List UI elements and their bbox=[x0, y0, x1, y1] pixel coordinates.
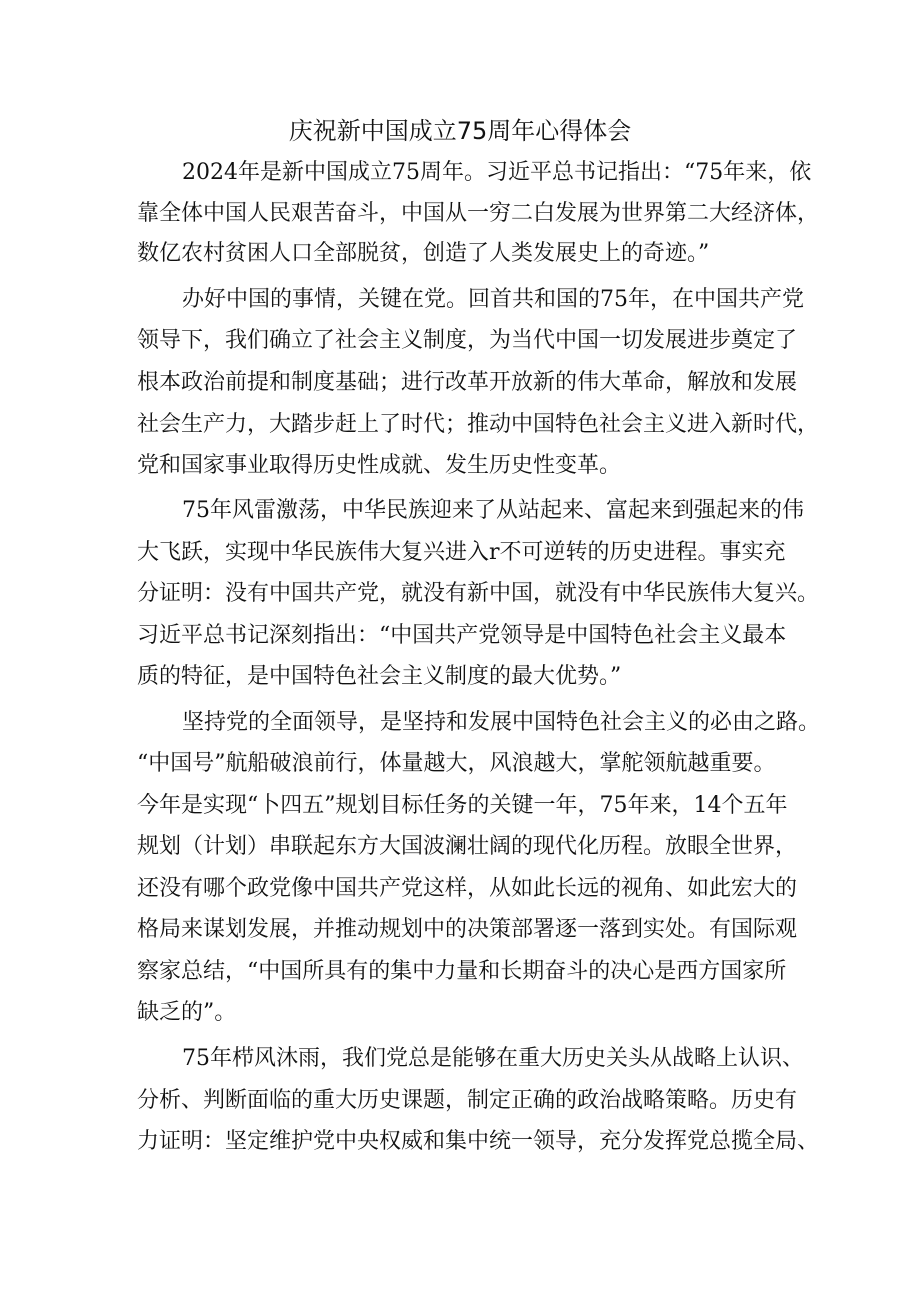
text-line: 质的特征，是中国特色社会主义制度的最大优势。” bbox=[137, 664, 622, 689]
text-line: 领导下，我们确立了社会主义制度，为当代中国一切发展进步奠定了 bbox=[137, 328, 798, 353]
text-line: 还没有哪个政党像中国共产党这样，从如此长远的视角、如此宏大的 bbox=[137, 876, 798, 901]
text-line: 社会生产力，大踏步赶上了时代；推动中国特色社会主义进入新时代， bbox=[137, 412, 820, 437]
text-line: “中国号”航船破浪前行，体量越大，风浪越大，掌舵领航越重要。 bbox=[137, 751, 776, 776]
text-line: 分证明：没有中国共产党，就没有新中国，就没有中华民族伟大复兴。 bbox=[137, 581, 820, 606]
text-line: 数亿农村贫困人口全部脱贫，创造了人类发展史上的奇迹。” bbox=[137, 241, 710, 266]
text-line: 规划（计划）串联起东方大国波澜壮阔的现代化历程。放眼全世界， bbox=[137, 834, 798, 859]
text-line: 75年栉风沐雨，我们党总是能够在重大历史关头从战略上认识、 bbox=[182, 1046, 804, 1071]
text-line: 办好中国的事情，关键在党。回首共和国的75年，在中国共产党 bbox=[182, 287, 804, 312]
text-line: 75年风雷激荡，中华民族迎来了从站起来、富起来到强起来的伟 bbox=[182, 498, 804, 523]
text-line: 察家总结，“中国所具有的集中力量和长期奋斗的决心是西方国家所 bbox=[137, 959, 787, 984]
text-line: 根本政治前提和制度基础；进行改革开放新的伟大革命，解放和发展 bbox=[137, 370, 798, 395]
text-line: 2024年是新中国成立75周年。习近平总书记指出：“75年来，依 bbox=[182, 160, 812, 185]
text-line: 习近平总书记深刻指出：“中国共产党领导是中国特色社会主义最本 bbox=[137, 623, 787, 648]
text-line: 党和国家事业取得历史性成就、发生历史性变革。 bbox=[137, 453, 622, 478]
text-line: 缺乏的”。 bbox=[137, 1000, 237, 1025]
text-line: 分析、判断面临的重大历史课题，制定正确的政治战略策略。历史有 bbox=[137, 1088, 798, 1113]
text-line: 坚持党的全面领导，是坚持和发展中国特色社会主义的必由之路。 bbox=[182, 710, 821, 735]
text-line: 力证明：坚定维护党中央权威和集中统一领导，充分发挥党总揽全局、 bbox=[137, 1129, 820, 1154]
text-line: 大飞跃，实现中华民族伟大复兴进入r不可逆转的历史进程。事实充 bbox=[137, 540, 786, 565]
text-line: 格局来谋划发展，并推动规划中的决策部署逐一落到实处。有国际观 bbox=[137, 917, 798, 942]
text-line: 靠全体中国人民艰苦奋斗，中国从一穷二白发展为世界第二大经济体， bbox=[137, 201, 820, 226]
document-title: 庆祝新中国成立75周年心得体会 bbox=[288, 117, 632, 145]
text-line: 今年是实现“卜四五”规划目标任务的关键一年，75年来，14个五年 bbox=[137, 793, 788, 818]
